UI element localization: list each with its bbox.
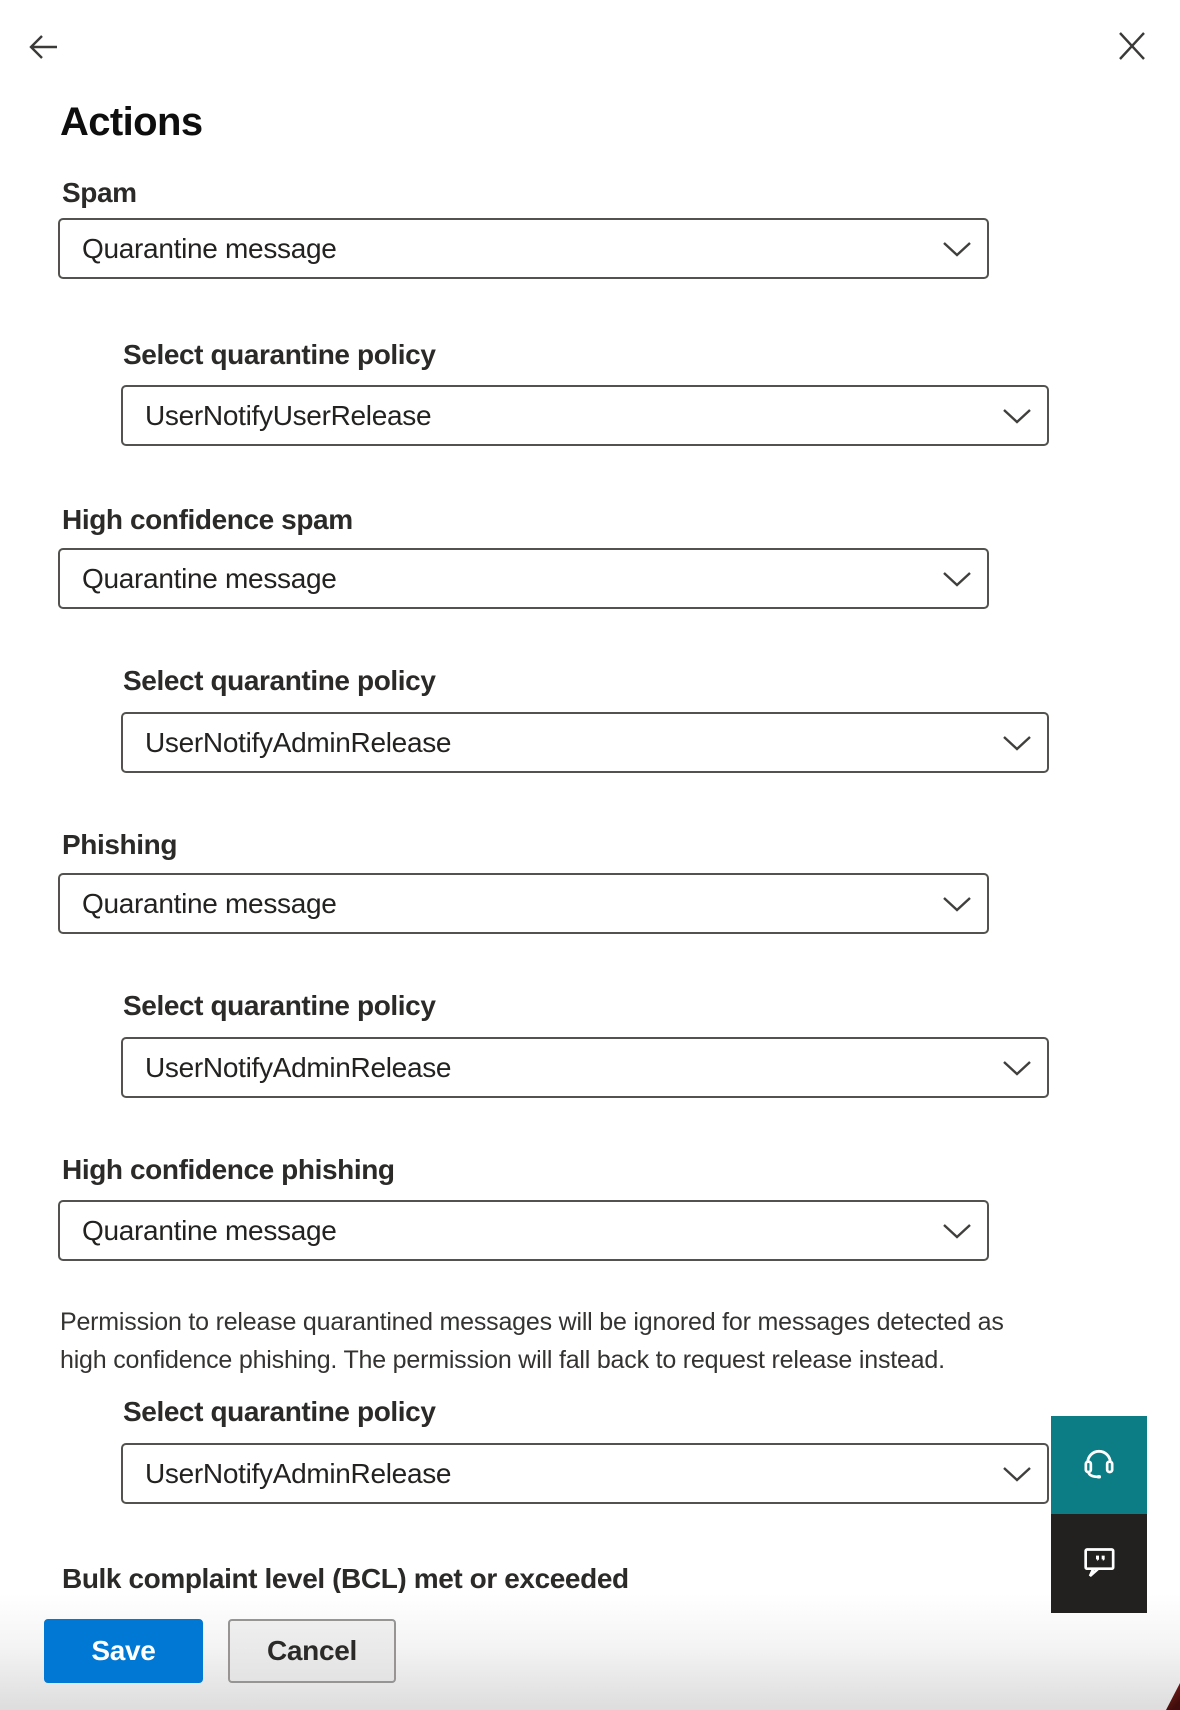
section-label-spam: Spam [62,177,137,208]
section-label-text: Bulk complaint level (BCL) met or exceeded [62,1564,629,1593]
chevron-down-icon [1003,1466,1031,1482]
dropdown-value: UserNotifyAdminRelease [145,726,452,758]
high-confidence-spam-policy-dropdown[interactable] [121,712,1049,773]
feedback-widget-button[interactable] [1051,1514,1147,1613]
note-line: high confidence phishing. The permission will fall back to request release instead. [60,1346,945,1374]
dropdown-value: UserNotifyUserRelease [145,399,432,431]
high-confidence-phishing-note [60,1303,1004,1379]
back-button[interactable] [24,28,64,66]
spam-policy-dropdown[interactable] [121,385,1049,446]
section-label-phishing: Phishing [62,829,178,860]
close-icon [1114,52,1150,67]
high-confidence-spam-policy-label: Select quarantine policy [123,665,436,696]
phishing-policy-dropdown[interactable] [121,1037,1049,1098]
support-widget-button[interactable] [1051,1416,1147,1514]
chevron-down-icon [1003,1060,1031,1076]
headset-icon [1079,1443,1119,1488]
high-confidence-phishing-policy-dropdown[interactable] [121,1443,1049,1504]
dropdown-value: UserNotifyAdminRelease [145,1457,452,1489]
chevron-down-icon [943,896,971,912]
section-label-bulk-complaint-level [62,1564,762,1593]
dropdown-value: UserNotifyAdminRelease [145,1051,452,1083]
page-title: Actions [60,100,203,144]
save-button[interactable]: Save [44,1619,203,1683]
dropdown-value: Quarantine message [82,887,337,919]
close-button[interactable] [1114,28,1150,64]
chevron-down-icon [943,1223,971,1239]
chevron-down-icon [943,571,971,587]
chevron-down-icon [1003,408,1031,424]
high-confidence-spam-action-dropdown[interactable] [58,548,989,609]
cancel-button[interactable]: Cancel [228,1619,396,1683]
chevron-down-icon [943,241,971,257]
dropdown-value: Quarantine message [82,232,337,264]
section-label-high-confidence-phishing: High confidence phishing [62,1154,395,1185]
phishing-action-dropdown[interactable] [58,873,989,934]
phishing-policy-label: Select quarantine policy [123,990,436,1021]
dropdown-value: Quarantine message [82,562,337,594]
footer-bar [0,1594,1180,1710]
spam-action-dropdown[interactable] [58,218,989,279]
chevron-down-icon [1003,735,1031,751]
chat-icon [1079,1541,1119,1586]
section-label-high-confidence-spam: High confidence spam [62,504,353,535]
back-arrow-icon [24,54,64,69]
dropdown-value: Quarantine message [82,1214,337,1246]
spam-policy-label: Select quarantine policy [123,339,436,370]
note-line: Permission to release quarantined messages will be ignored for messages detected as [60,1308,1004,1336]
high-confidence-phishing-policy-label: Select quarantine policy [123,1396,436,1427]
high-confidence-phishing-action-dropdown[interactable] [58,1200,989,1261]
